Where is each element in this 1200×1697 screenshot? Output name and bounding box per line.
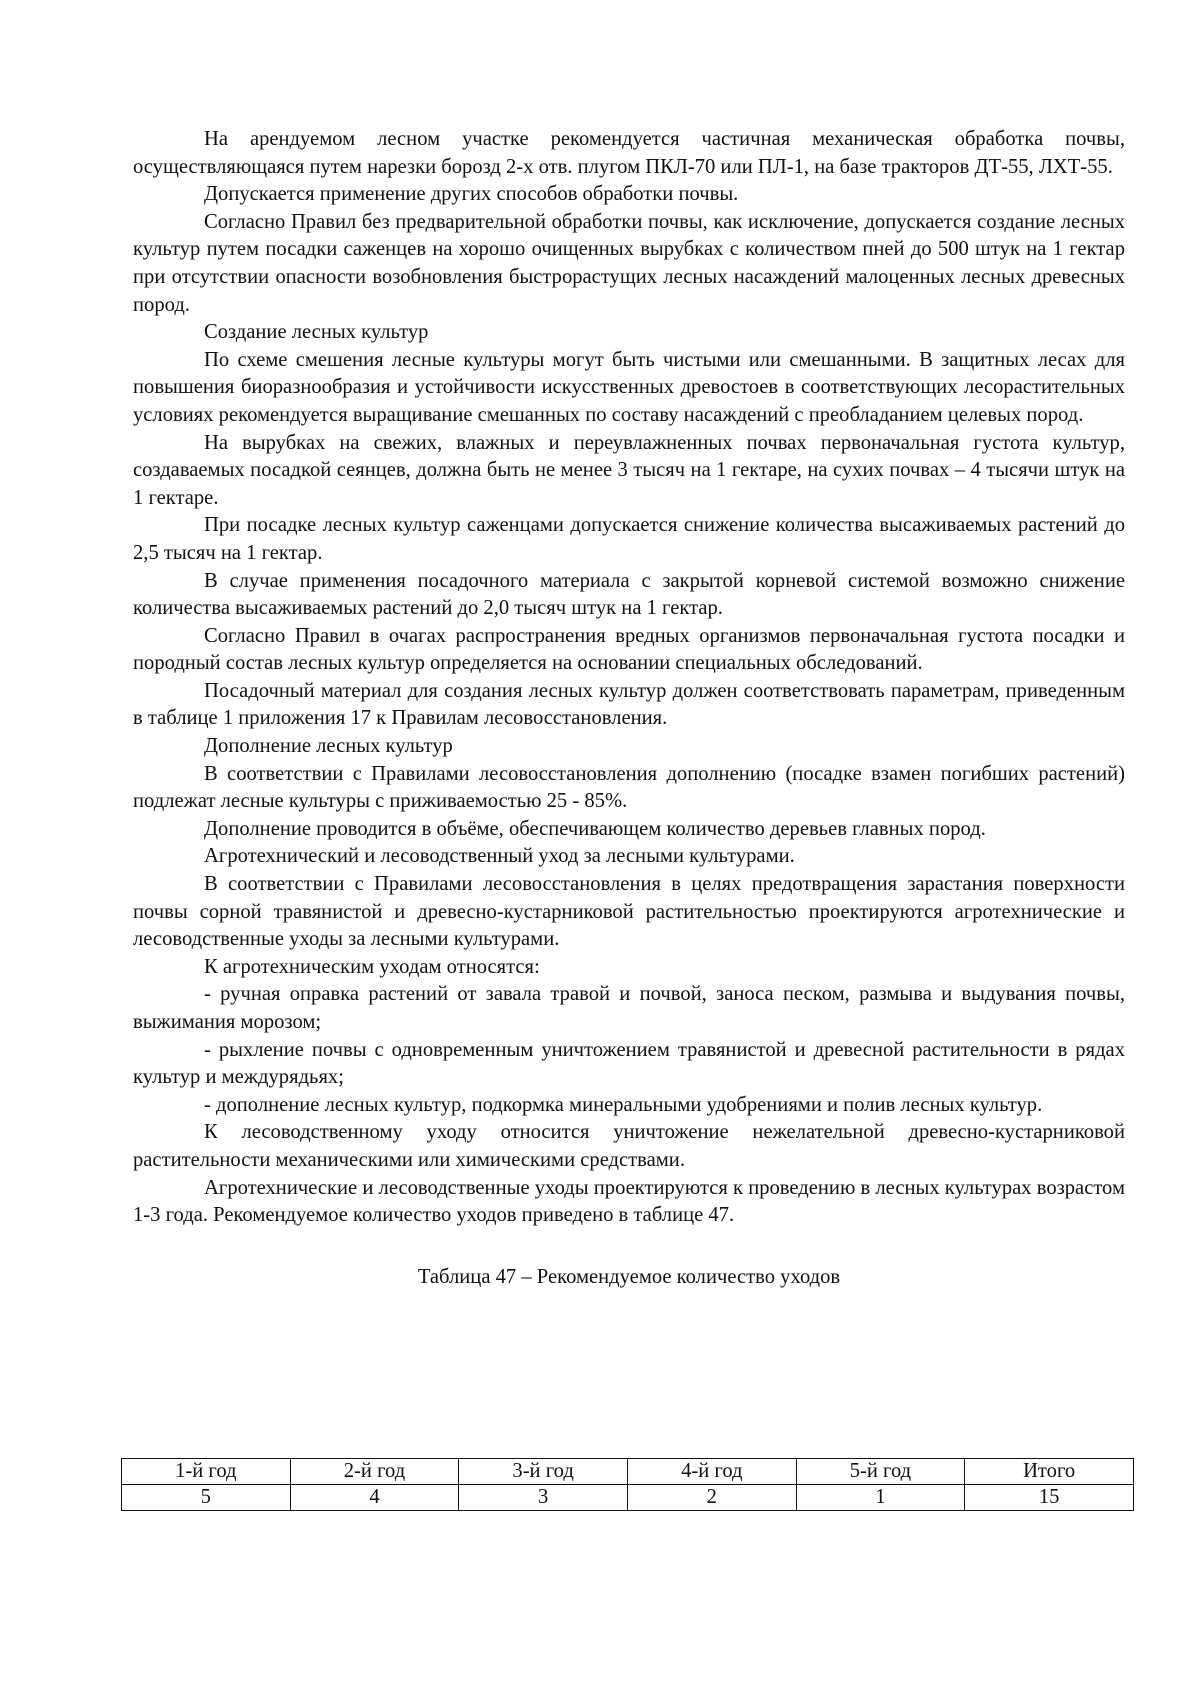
paragraph: На вырубках на свежих, влажных и переувлажненных почвах первоначальная густота культур, создаваемых посадкой сеянцев, должна быть не менее 3 тысяч на 1 гектаре, на сухих почвах – 4 тысячи штук на 1 гектаре. [133, 431, 1125, 509]
paragraph: На арендуемом лесном участке рекомендуется частичная механическая обработка почвы, осуществляющаяся путем нарезки борозд 2-х отв. плугом ПКЛ-70 или ПЛ-1, на базе тракторов ДТ-55, ЛХТ-55. [133, 128, 1125, 178]
section-heading-care: Агротехнический и лесоводственный уход за лесными культурами. [204, 845, 795, 868]
paragraph: Допускается применение других способов обработки почвы. [204, 183, 739, 206]
table-header-cell: 3-й год [459, 1459, 628, 1485]
table-cell: 15 [965, 1485, 1134, 1511]
table-cell: 1 [796, 1485, 965, 1511]
table-header-cell: Итого [965, 1459, 1134, 1485]
table-header-cell: 2-й год [290, 1459, 459, 1485]
table-cell: 5 [122, 1485, 291, 1511]
paragraph: Посадочный материал для создания лесных культур должен соответствовать параметрам, приведенным в таблице 1 приложения 17 к Правилам лесовосстановления. [133, 679, 1125, 730]
table-header-cell: 4-й год [627, 1459, 796, 1485]
paragraph: Согласно Правил без предварительной обработки почвы, как исключение, допускается создание лесных культур путем посадки саженцев на хорошо очищенных вырубках с количеством пней до 500 штук на 1 гектар при отсутствии опасности возобновления быстрорастущих лесных насаждений малоценных лесных древесных пород. [133, 210, 1125, 316]
paragraph: По схеме смешения лесные культуры могут быть чистыми или смешанными. В защитных лесах для повышения биоразнообразия и устойчивости искусственных древостоев в соответствующих лесорастительных условиях рекомендуется выращивание смешанных по составу насаждений с преобладанием целевых пород. [133, 348, 1125, 426]
table-cell: 4 [290, 1485, 459, 1511]
table-row [122, 1485, 1134, 1511]
paragraph: Согласно Правил в очагах распространения вредных организмов первоначальная густота посадки и породный состав лесных культур определяется на основании специальных обследований. [133, 624, 1125, 675]
table-cell: 3 [459, 1485, 628, 1511]
paragraph: К агротехническим уходам относятся: [204, 955, 540, 978]
list-item: - дополнение лесных культур, подкормка минеральными удобрениями и полив лесных культур. [204, 1093, 1043, 1116]
table-cell: 2 [627, 1485, 796, 1511]
section-heading-supplement: Дополнение лесных культур [204, 735, 453, 758]
paragraph: К лесоводственному уходу относится уничтожение нежелательной древесно-кустарниковой растительности механическими или химическими средствами. [133, 1121, 1125, 1171]
table-header-cell: 5-й год [796, 1459, 965, 1485]
care-count-table [121, 1458, 1134, 1511]
paragraph: Дополнение проводится в объёме, обеспечивающем количество деревьев главных пород. [204, 817, 986, 840]
section-heading-forest-creation: Создание лесных культур [204, 321, 429, 344]
paragraph: В соответствии с Правилами лесовосстановления дополнению (посадке взамен погибших растений) подлежат лесные культуры с приживаемостью 25 - 85%. [133, 762, 1125, 813]
list-item: - ручная оправка растений от завала травой и почвой, заноса песком, размыва и выдувания почвы, выжимания морозом; [133, 983, 1125, 1033]
table-header-row [122, 1459, 1134, 1485]
paragraph: В соответствии с Правилами лесовосстановления в целях предотвращения зарастания поверхности почвы сорной травянистой и древесно-кустарниковой растительностью проектируются агротехнические и лесоводственные уходы за лесными культурами. [133, 873, 1125, 951]
table-caption: Таблица 47 – Рекомендуемое количество уходов [417, 1265, 841, 1288]
table-header-cell: 1-й год [122, 1459, 291, 1485]
paragraph: Агротехнические и лесоводственные уходы проектируются к проведению в лесных культурах возрастом 1-3 года. Рекомендуемое количество уходов приведено в таблице 47. [133, 1176, 1125, 1227]
paragraph: При посадке лесных культур саженцами допускается снижение количества высаживаемых растений до 2,5 тысяч на 1 гектар. [133, 514, 1125, 564]
document-page [133, 126, 1125, 1291]
paragraph: В случае применения посадочного материала с закрытой корневой системой возможно снижение количества высаживаемых растений до 2,0 тысяч штук на 1 гектар. [133, 569, 1125, 620]
list-item: - рыхление почвы с одновременным уничтожением травянистой и древесной растительности в рядах культур и междурядьях; [133, 1038, 1125, 1089]
